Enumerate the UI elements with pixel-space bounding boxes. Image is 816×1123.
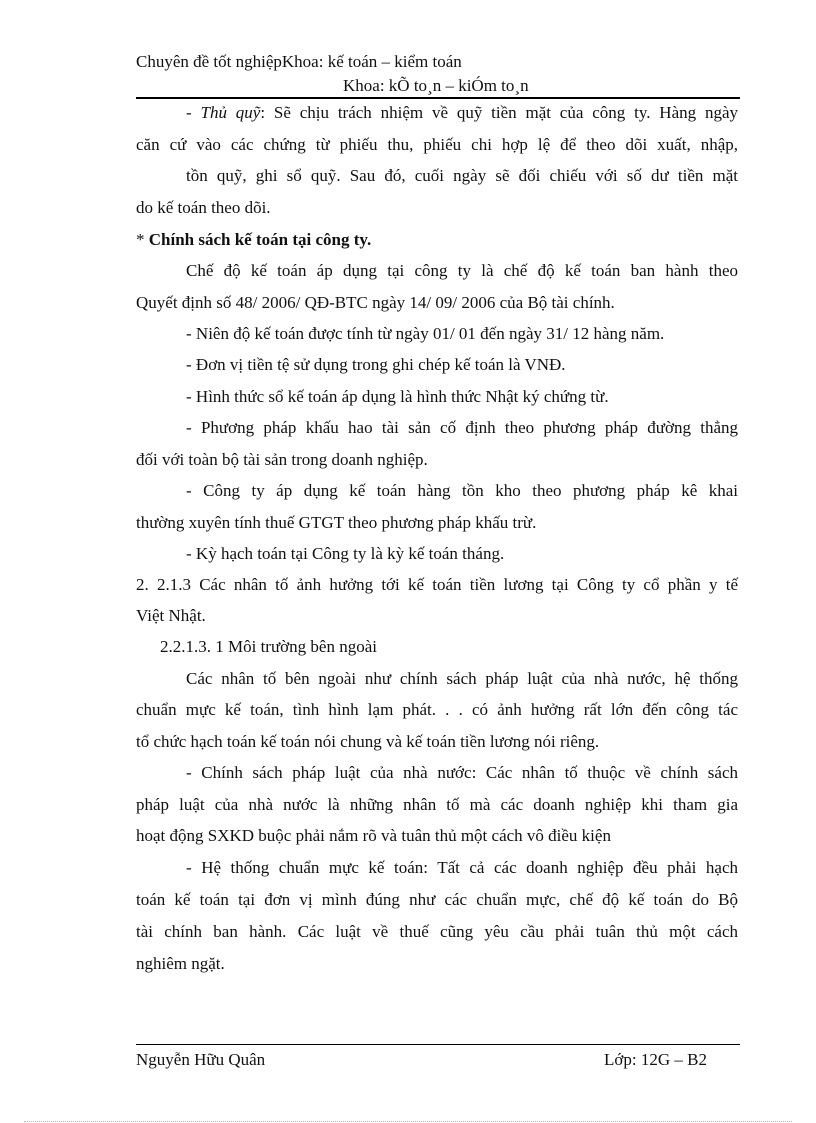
footer-author: Nguyễn Hữu Quân (136, 1050, 266, 1069)
footer-class: Lớp: 12G – B2 (604, 1050, 707, 1069)
header-line-1: Chuyên đề tốt nghiệpKhoa: kế toán – kiểm toán (136, 52, 462, 71)
paragraph-treasurer-line-2: căn cứ vào các chứng từ phiếu thu, phiếu chi hợp lệ để theo dõi xuất, nhập, (136, 135, 738, 154)
paragraph-legal-line-3: hoạt động SXKD buộc phải nắm rõ và tuân thủ một cách vô điều kiện (136, 826, 611, 845)
page-bottom-divider (24, 1121, 792, 1122)
treasurer-label: Thủ quỹ (200, 103, 261, 122)
paragraph-policy-line-2: Quyết định số 48/ 2006/ QĐ-BTC ngày 14/ 09/ 2006 của Bộ tài chính. (136, 293, 615, 312)
paragraph-treasurer-line-1: - Thủ quỹ: Sẽ chịu trách nhiệm về quỹ tiền mặt của công ty. Hàng ngày (186, 103, 738, 122)
paragraph-standards-line-4: nghiêm ngặt. (136, 954, 225, 973)
bullet-inventory-line-2: thường xuyên tính thuế GTGT theo phương pháp khấu trừ. (136, 513, 537, 532)
bullet-depreciation-line-2: đối với toàn bộ tài sản trong doanh nghiệp. (136, 450, 428, 469)
section-heading-factors-line-1: 2. 2.1.3 Các nhân tố ảnh hưởng tới kế toán tiền lương tại Công ty cổ phần y tế (136, 575, 738, 594)
bullet-inventory-line-1: - Công ty áp dụng kế toán hàng tồn kho theo phương pháp kê khai (186, 481, 738, 500)
footer-rule (136, 1044, 740, 1045)
bullet-fiscal-year: - Niên độ kế toán được tính từ ngày 01/ 01 đến ngày 31/ 12 hàng năm. (186, 324, 665, 343)
section-heading-factors-line-2: Việt Nhật. (136, 606, 206, 625)
bullet-depreciation-line-1: - Phương pháp khấu hao tài sản cố định theo phương pháp đường thẳng (186, 418, 738, 437)
paragraph-standards-line-3: tài chính ban hành. Các luật về thuế cũng yêu cầu phải tuân thủ một cách (136, 922, 738, 941)
section-heading-accounting-policy: * Chính sách kế toán tại công ty. (136, 230, 372, 249)
paragraph-standards-line-2: toán kế toán tại đơn vị mình đúng như các chuẩn mực, chế độ kế toán do Bộ (136, 890, 738, 909)
paragraph-legal-line-2: pháp luật của nhà nước là những nhân tố mà các doanh nghiệp khi tham gia (136, 795, 738, 814)
paragraph-external-line-2: chuẩn mực kế toán, tình hình lạm phát. . . có ảnh hưởng rất lớn đến công tác (136, 700, 738, 719)
paragraph-external-line-3: tổ chức hạch toán kế toán nói chung và kế toán tiền lương nói riêng. (136, 732, 600, 751)
paragraph-treasurer-line-4: do kế toán theo dõi. (136, 198, 271, 217)
subsection-heading-external-environment: 2.2.1.3. 1 Môi trường bên ngoài (160, 637, 377, 656)
paragraph-policy-line-1: Chế độ kế toán áp dụng tại công ty là chế độ kế toán ban hành theo (186, 261, 738, 280)
bullet-currency: - Đơn vị tiền tệ sử dụng trong ghi chép kế toán là VNĐ. (186, 355, 566, 374)
header-rule (136, 97, 740, 99)
bullet-accounting-period: - Kỳ hạch toán tại Công ty là kỳ kế toán tháng. (186, 544, 505, 563)
paragraph-treasurer-line-3: tồn quỹ, ghi sổ quỹ. Sau đó, cuối ngày sẽ đối chiếu với số dư tiền mặt (186, 166, 738, 185)
header-line-2: Khoa: kÕ to¸n – kiÓm to¸n (343, 76, 529, 95)
paragraph-standards-line-1: - Hệ thống chuẩn mực kế toán: Tất cả các doanh nghiệp đều phải hạch (186, 858, 738, 877)
paragraph-external-line-1: Các nhân tố bên ngoài như chính sách pháp luật của nhà nước, hệ thống (186, 669, 738, 688)
bullet-bookkeeping-form: - Hình thức sổ kế toán áp dụng là hình thức Nhật ký chứng từ. (186, 387, 609, 406)
paragraph-legal-line-1: - Chính sách pháp luật của nhà nước: Các nhân tố thuộc về chính sách (186, 763, 738, 782)
